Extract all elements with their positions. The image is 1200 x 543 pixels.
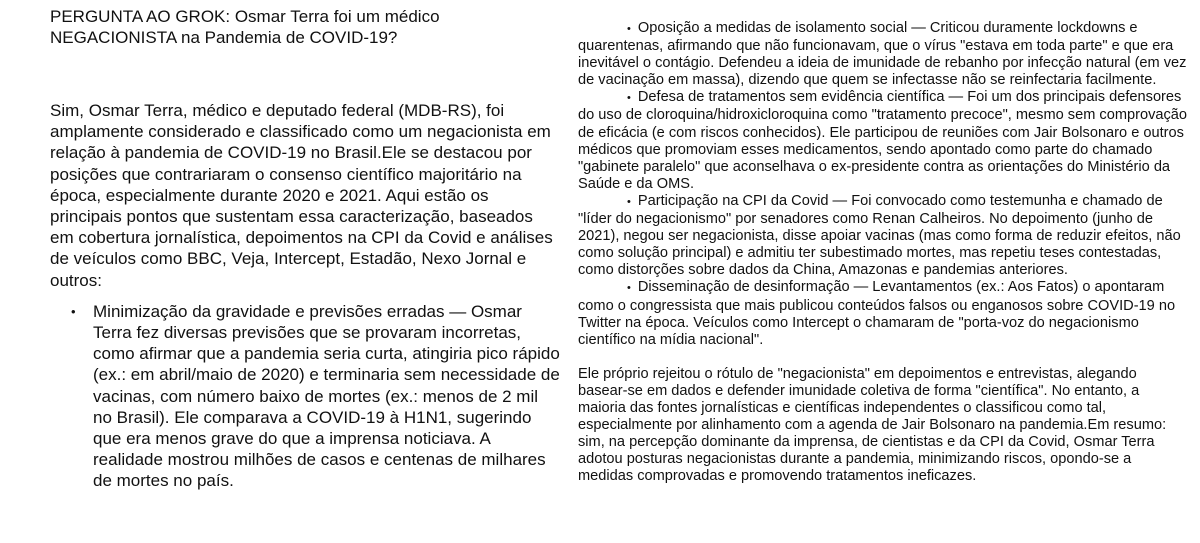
list-item-text: Minimização da gravidade e previsões erradas — Osmar Terra fez diversas previsões que se provaram incorretas, como afirmar que a pandemia seria curta, atingiria pico rápido (ex.: em abril/maio de 2020) e terminaria sem necessidade de vacinas, com número baixo de mortes (ex.: menos de 2 mil no Brasil). Ele comparava a COVID-19 à H1N1, sugerindo que era menos grave do que a imprensa noticiava. A realidade mostrou milhões de casos e centenas de milhares de mortes no país. — [93, 301, 560, 491]
right-bullet-list — [578, 20, 1190, 349]
closing-paragraph: Ele próprio rejeitou o rótulo de "negacionista" em depoimentos e entrevistas, alegando basear-se em dados e defender imunidade coletiva de forma "científica". No entanto, a maioria das fontes jornalísticas e científicas independentes o classificou como tal, especialmente por alinhamento com a agenda de Jair Bolsonaro na pandemia.Em resumo: sim, na percepção dominante da imprensa, de cientistas e da CPI da Covid, Osmar Terra adotou posturas negacionistas durante a pandemia, minimizando riscos, opondo-se a medidas comprovadas e promovendo tratamentos ineficazes. — [578, 365, 1167, 485]
bullet-icon: • — [627, 195, 631, 208]
intro-paragraph: Sim, Osmar Terra, médico e deputado federal (MDB-RS), foi amplamente considerado e classificado como um negacionista em relação à pandemia de COVID-19 no Brasil.Ele se destacou por posições que contrariaram o consenso científico majoritário na época, especialmente durante 2020 e 2021. Aqui estão os principais pontos que sustentam essa caracterização, baseados em cobertura jornalística, depoimentos na CPI da Covid e análises de veículos como BBC, Veja, Intercept, Estadão, Nexo Jornal e outros: — [50, 101, 553, 290]
right-column — [578, 20, 1190, 485]
left-column — [50, 6, 560, 492]
list-item — [578, 279, 1190, 348]
list-item — [50, 301, 560, 492]
bullet-icon: • — [627, 282, 631, 295]
bullet-icon: • — [71, 303, 76, 319]
list-item-text: Participação na CPI da Covid — Foi convocado como testemunha e chamado de "líder do negacionismo" por senadores como Renan Calheiros. No depoimento (junho de 2021), negou ser negacionista, disse apoiar vacinas (mas como forma de reduzir efeitos, não como solução principal) e admitiu ter subestimado mortes, mas repetiu teses contestadas, como distorções sobre dados da China, Amazonas e pandemias anteriores. — [578, 192, 1181, 279]
bullet-icon: • — [627, 92, 631, 105]
list-item — [578, 193, 1190, 279]
list-item-text: Defesa de tratamentos sem evidência científica — Foi um dos principais defensores do uso de cloroquina/hidroxicloroquina como "tratamento precoce", mesmo sem comprovação de eficácia (e com riscos conhecidos). Ele participou de reuniões com Jair Bolsonaro e outros médicos que promoviam esses medicamentos, sendo apontado como parte do chamado "gabinete paralelo" que aconselhava o ex-presidente contra as orientações do Ministério da Saúde e da OMS. — [578, 89, 1188, 192]
list-item-text: Disseminação de desinformação — Levantamentos (ex.: Aos Fatos) o apontaram como o congressista que mais publicou conteúdos falsos ou enganosos sobre COVID-19 no Twitter na época. Veículos como Intercept o chamaram de "porta-voz do negacionismo científico na mídia nacional". — [578, 279, 1176, 348]
left-bullet-list — [50, 301, 560, 492]
list-item-text: Oposição a medidas de isolamento social — Criticou duramente lockdowns e quarentenas, afirmando que não funcionavam, que o vírus "estava em toda parte" e que era inevitável o contágio. Defendeu a ideia de imunidade de rebanho por infecção natural (em vez de vacinação em massa), dizendo que quem se infectasse não se reinfectaria facilmente. — [578, 20, 1187, 89]
list-item — [578, 89, 1190, 193]
list-item — [578, 20, 1190, 89]
bullet-icon: • — [627, 23, 631, 35]
question-heading: PERGUNTA AO GROK: Osmar Terra foi um médico NEGACIONISTA na Pandemia de COVID-19? — [50, 7, 440, 47]
